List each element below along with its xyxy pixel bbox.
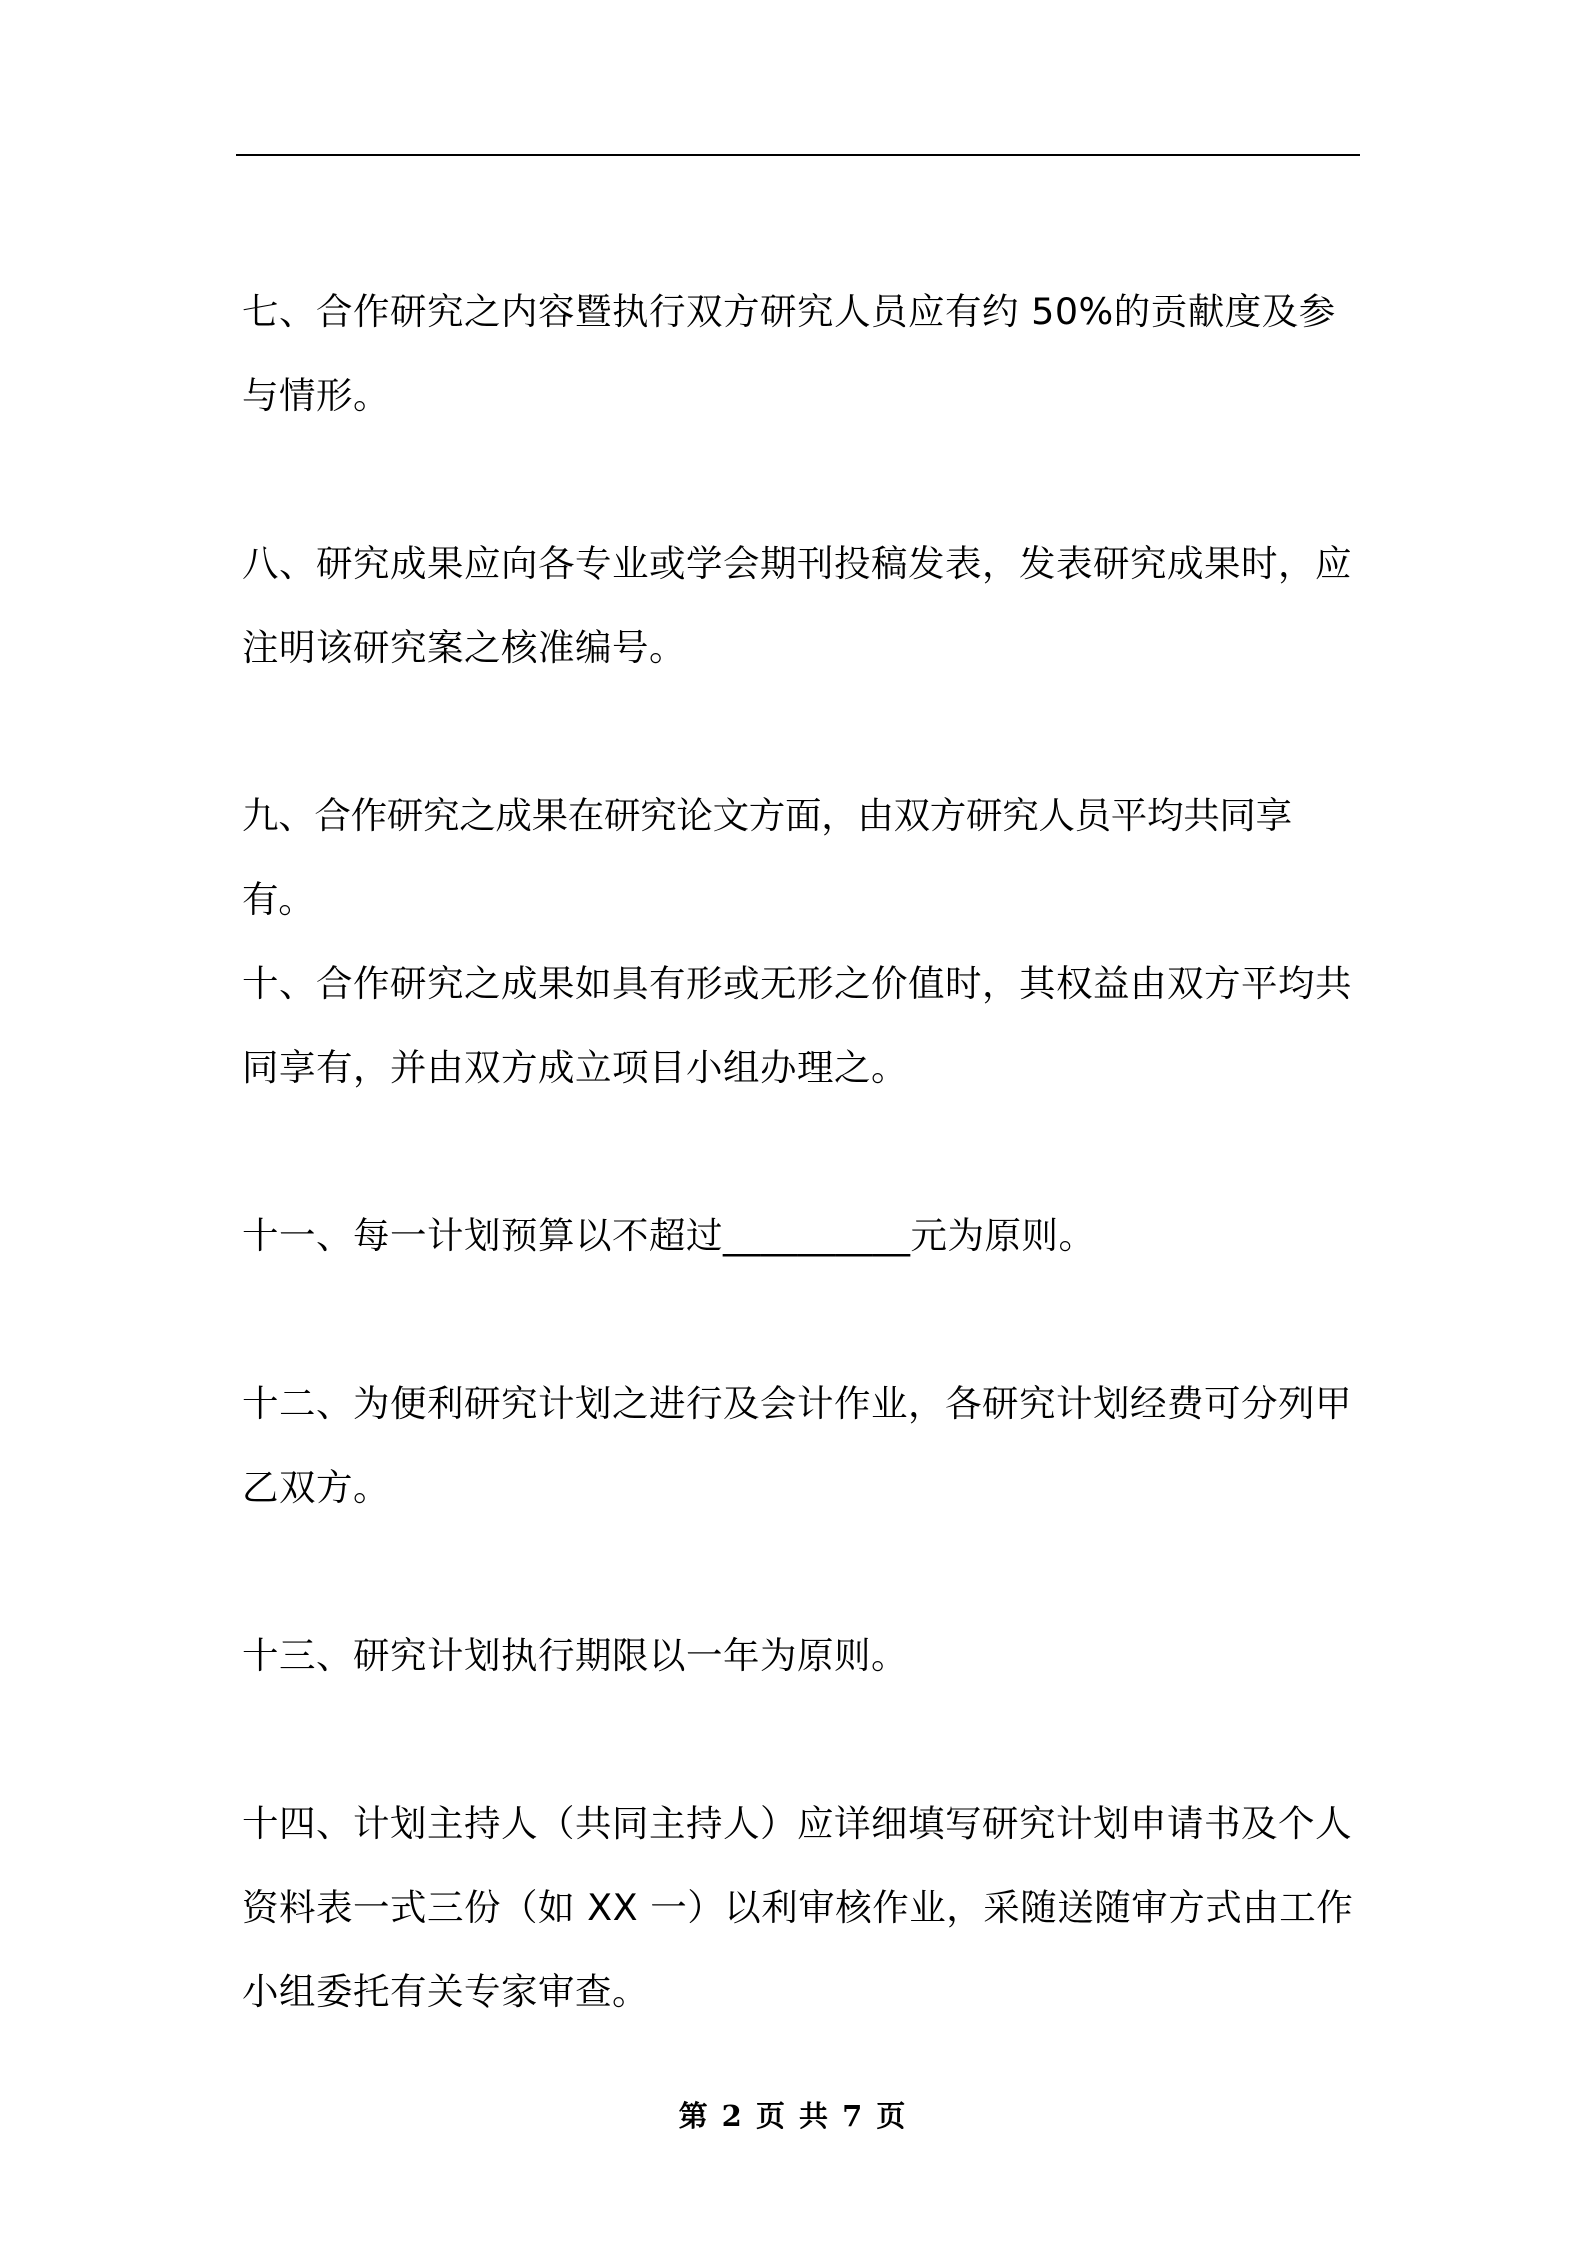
paragraph-8: 八、研究成果应向各专业或学会期刊投稿发表，发表研究成果时，应注明该研究案之核准编号。 [242,542,1352,669]
paragraph-13: 十三、研究计划执行期限以一年为原则。 [242,1634,908,1677]
paragraph-11: 十一、每一计划预算以不超过__________元为原则。 [242,1214,1096,1257]
paragraph-14: 十四、计划主持人（共同主持人）应详细填写研究计划申请书及个人资料表一式三份（如 XX 一）以利审核作业，采随送随审方式由工作小组委托有关专家审查。 [242,1802,1354,2013]
paragraph-7: 七、合作研究之内容暨执行双方研究人员应有约 50%的贡献度及参与情形。 [242,290,1336,417]
header-rule [236,154,1360,156]
page-number-footer: 第 2 页 共 7 页 [678,2099,908,2133]
paragraph-12: 十二、为便利研究计划之进行及会计作业，各研究计划经费可分列甲乙双方。 [242,1382,1352,1509]
paragraph-9: 九、合作研究之成果在研究论文方面，由双方研究人员平均共同享有。 [242,794,1292,921]
paragraph-10: 十、合作研究之成果如具有形或无形之价值时，其权益由双方平均共同享有，并由双方成立项目小组办理之。 [242,962,1352,1089]
